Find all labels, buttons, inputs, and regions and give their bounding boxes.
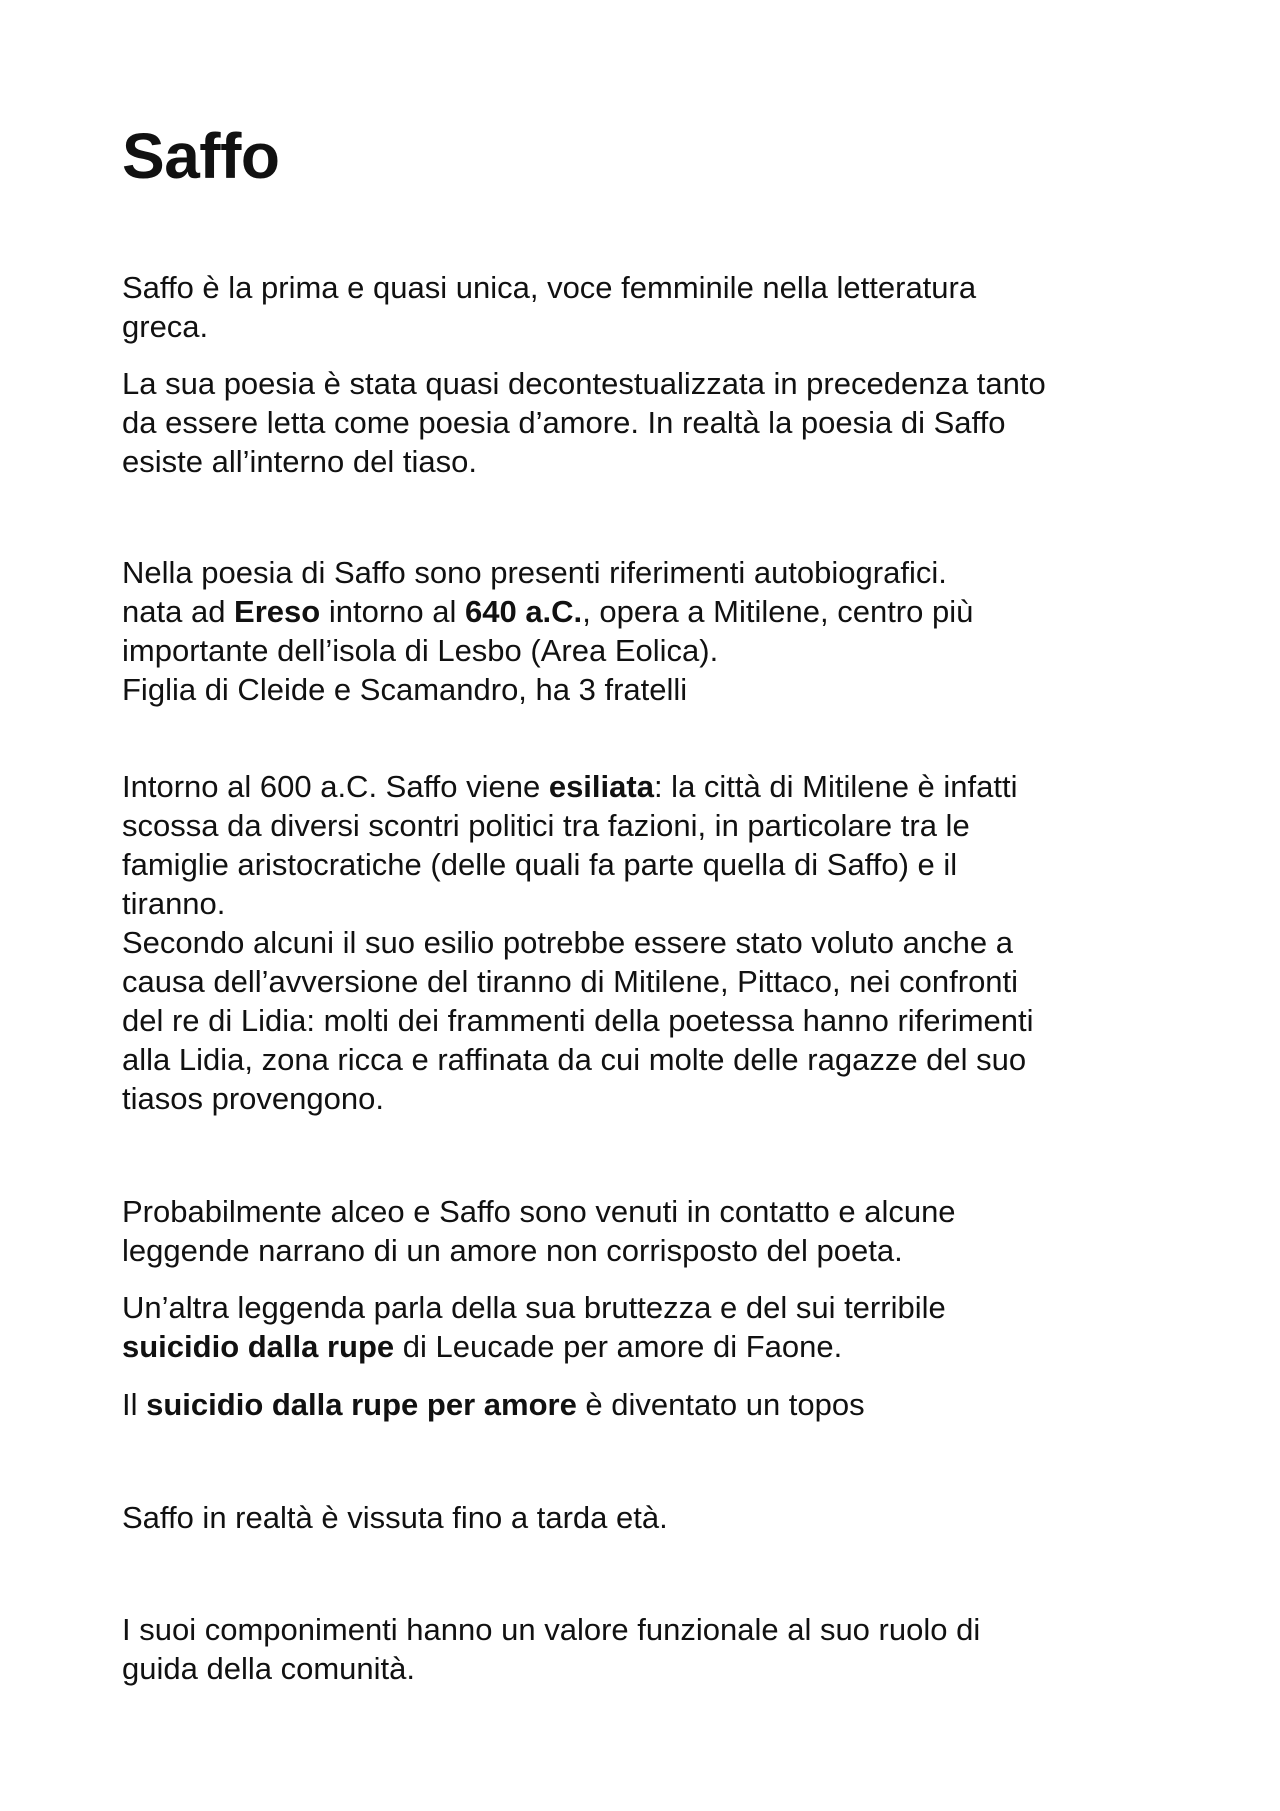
bold-text-suicidio: suicidio dalla rupe bbox=[122, 1329, 395, 1364]
paragraph-topos bbox=[122, 1385, 1182, 1424]
text-line: famiglie aristocratiche (delle quali fa parte quella di Saffo) e il bbox=[122, 847, 958, 882]
text-line: alla Lidia, zona ricca e raffinata da cui molte delle ragazze del suo bbox=[122, 1042, 1027, 1077]
text-line: causa dell’avversione del tiranno di Mitilene, Pittaco, nei confronti bbox=[122, 964, 1019, 999]
text-line: Figlia di Cleide e Scamandro, ha 3 fratelli bbox=[122, 672, 688, 707]
text-span: Il bbox=[122, 1387, 147, 1422]
bold-text-ereso: Ereso bbox=[234, 594, 321, 629]
text-line: Saffo è la prima e quasi unica, voce femminile nella letteratura bbox=[122, 270, 977, 305]
text-line: del re di Lidia: molti dei frammenti della poetessa hanno riferimenti bbox=[122, 1003, 1034, 1038]
paragraph-intro bbox=[122, 268, 1182, 346]
page-title: Saffo bbox=[122, 120, 280, 192]
paragraph-compositions bbox=[122, 1610, 1182, 1688]
text-line: esiste all’interno del tiaso. bbox=[122, 444, 477, 479]
paragraph-old-age bbox=[122, 1498, 1182, 1537]
bold-text-date: 640 a.C. bbox=[464, 594, 583, 629]
text-line: Secondo alcuni il suo esilio potrebbe essere stato voluto anche a bbox=[122, 925, 1013, 960]
text-line: La sua poesia è stata quasi decontestualizzata in precedenza tanto bbox=[122, 366, 1046, 401]
paragraph-exile bbox=[122, 767, 1182, 1118]
text-line bbox=[122, 1385, 1182, 1424]
paragraph-alceo bbox=[122, 1192, 1182, 1270]
paragraph-poetry-context bbox=[122, 364, 1182, 481]
text-span: : la città di Mitilene è infatti bbox=[653, 769, 1018, 804]
text-line: importante dell’isola di Lesbo (Area Eolica). bbox=[122, 633, 719, 668]
text-line: Nella poesia di Saffo sono presenti riferimenti autobiografici. bbox=[122, 555, 947, 590]
text-line: Un’altra leggenda parla della sua bruttezza e del sui terribile bbox=[122, 1290, 946, 1325]
text-line: scossa da diversi scontri politici tra fazioni, in particolare tra le bbox=[122, 808, 970, 843]
bold-text-topos: suicidio dalla rupe per amore bbox=[146, 1387, 577, 1422]
text-line bbox=[122, 1327, 1182, 1366]
text-line: da essere letta come poesia d’amore. In realtà la poesia di Saffo bbox=[122, 405, 1006, 440]
text-line: tiranno. bbox=[122, 886, 226, 921]
text-span: nata ad bbox=[122, 594, 235, 629]
paragraph-biography bbox=[122, 553, 1182, 709]
text-line: I suoi componimenti hanno un valore funzionale al suo ruolo di bbox=[122, 1612, 981, 1647]
text-span: intorno al bbox=[320, 594, 465, 629]
text-line bbox=[122, 767, 1182, 806]
text-span: è diventato un topos bbox=[576, 1387, 865, 1422]
text-line: Saffo in realtà è vissuta fino a tarda età. bbox=[122, 1500, 668, 1535]
text-line: leggende narrano di un amore non corrisposto del poeta. bbox=[122, 1233, 903, 1268]
text-line: guida della comunità. bbox=[122, 1651, 415, 1686]
text-span: di Leucade per amore di Faone. bbox=[394, 1329, 843, 1364]
text-line: greca. bbox=[122, 309, 209, 344]
text-line: tiasos provengono. bbox=[122, 1081, 384, 1116]
bold-text-esiliata: esiliata bbox=[548, 769, 654, 804]
text-line bbox=[122, 592, 1182, 631]
text-span: Intorno al 600 a.C. Saffo viene bbox=[122, 769, 549, 804]
text-line: Probabilmente alceo e Saffo sono venuti in contatto e alcune bbox=[122, 1194, 956, 1229]
paragraph-legend bbox=[122, 1288, 1182, 1366]
text-span: , opera a Mitilene, centro più bbox=[582, 594, 974, 629]
